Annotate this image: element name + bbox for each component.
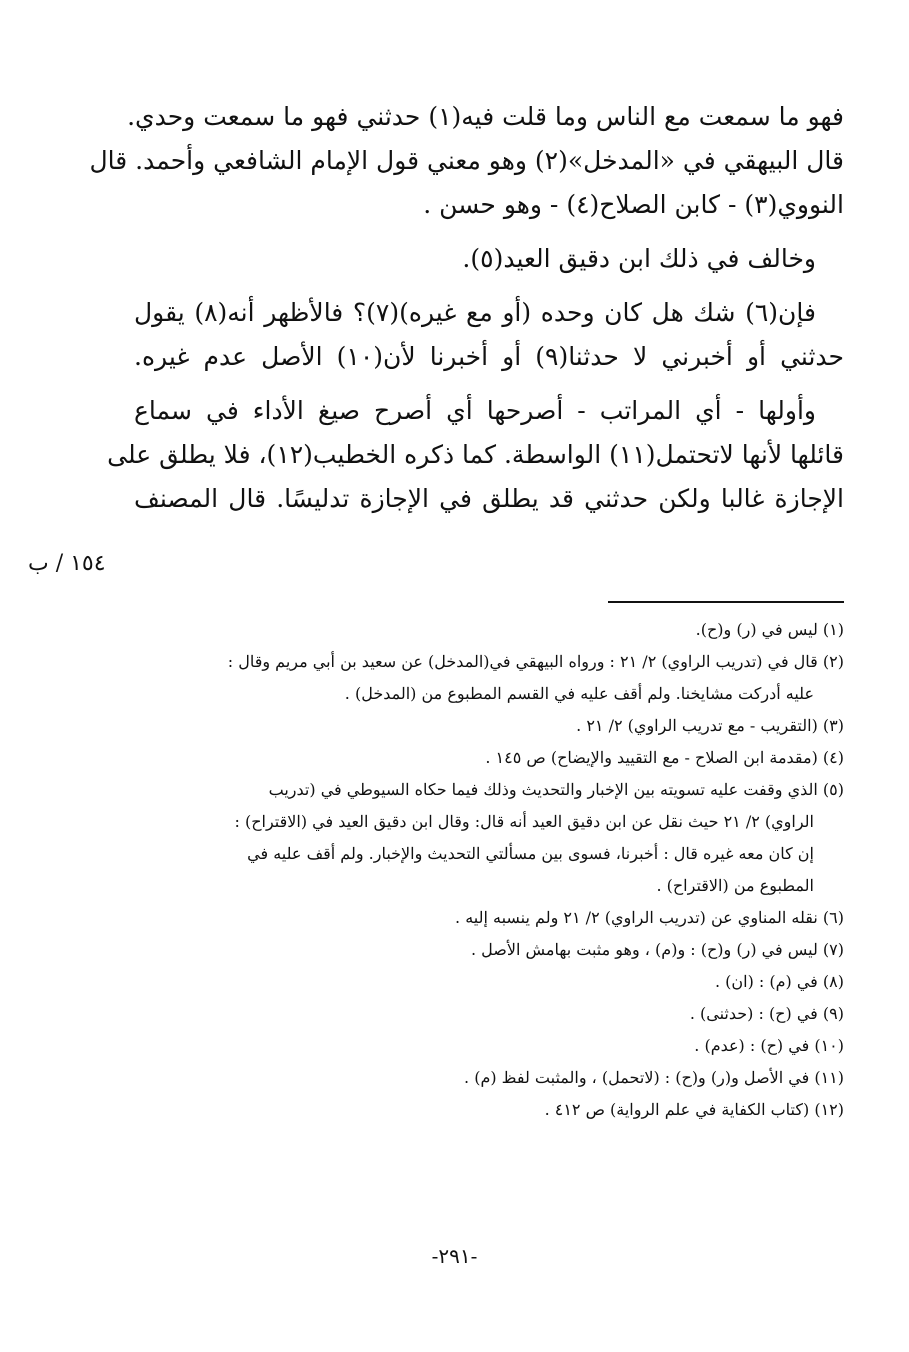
footnote: (٤) (مقدمة ابن الصلاح - مع التقييد والإيضاح) ص ١٤٥ . <box>485 748 844 767</box>
footnote: (٣) (التقريب - مع تدريب الراوي) ٢/ ٢١ . <box>576 716 844 735</box>
footnote: (١٢) (كتاب الكفاية في علم الرواية) ص ٤١٢ . <box>544 1100 844 1119</box>
footnote: (٧) ليس في (ر) و(ح) : و(م) ، وهو مثبت بهامش الأصل . <box>470 940 844 959</box>
footnote: (٢) قال في (تدريب الراوي) ٢/ ٢١ : ورواه البيهقي في(المدخل) عن سعيد بن أبي مريم وقال : <box>227 652 844 671</box>
text-line: قائلها لأنها لاتحتمل(١١) الواسطة. كما ذكره الخطيب(١٢)، فلا يطلق على <box>107 440 844 469</box>
main-text <box>89 95 844 531</box>
footnote: (١٠) في (ح) : (عدم) . <box>694 1036 844 1055</box>
text-line: الإجازة غالبا ولكن حدثني قد يطلق في الإجازة تدليسًا. قال المصنف <box>134 484 844 513</box>
footnote-continuation: المطبوع من (الاقتراح) . <box>656 876 814 895</box>
text-line: قال البيهقي في «المدخل»(٢) وهو معني قول الإمام الشافعي وأحمد. قال <box>89 146 844 175</box>
footnote: (١) ليس في (ر) و(ح). <box>695 620 844 639</box>
footnote: (٦) نقله المناوي عن (تدريب الراوي) ٢/ ٢١ ولم ينسبه إليه . <box>455 908 844 927</box>
paragraph-3 <box>134 291 844 379</box>
folio-margin-note: ١٥٤ / ب <box>28 551 106 576</box>
text-line: فهو ما سمعت مع الناس وما قلت فيه(١) حدثني فهو ما سمعت وحدي. <box>127 102 844 131</box>
text-line: وخالف في ذلك ابن دقيق العيد(٥). <box>462 244 816 273</box>
footnote: (٩) في (ح) : (حدثنى) . <box>689 1004 844 1023</box>
text-line: فإن(٦) شك هل كان وحده (أو مع غيره)(٧)؟ فالأظهر أنه(٨) يقول <box>134 298 816 327</box>
paragraph-1 <box>89 95 844 227</box>
text-line: النووي(٣) - كابن الصلاح(٤) - وهو حسن . <box>423 190 844 219</box>
text-line: حدثني أو أخبرني لا حدثنا(٩) أو أخبرنا لأن(١٠) الأصل عدم غيره. <box>134 342 844 371</box>
paragraph-4 <box>107 389 844 521</box>
footnote-continuation: عليه أدركت مشايخنا. ولم أقف عليه في القسم المطبوع من (المدخل) . <box>344 684 814 703</box>
paragraph-2 <box>134 237 844 281</box>
footnote: (٨) في (م) : (ان) . <box>714 972 844 991</box>
footnote-separator <box>608 601 844 603</box>
footnote: (١١) في الأصل و(ر) و(ح) : (لاتحمل) ، والمثبت لفظ (م) . <box>464 1068 844 1087</box>
text-line: وأولها - أي المراتب - أصرحها أي أصرح صيغ الأداء في سماع <box>134 396 816 425</box>
footnotes <box>132 614 844 1126</box>
page-number: -٢٩١- <box>431 1244 478 1268</box>
footnote: (٥) الذي وقفت عليه تسويته بين الإخبار والتحديث وذلك فيما حكاه السيوطي في (تدريب <box>268 780 844 799</box>
footnote-continuation: الراوي) ٢/ ٢١ حيث نقل عن ابن دقيق العيد أنه قال: وقال ابن دقيق العيد في (الاقتراح) : <box>234 812 814 831</box>
footnote-continuation: إن كان معه غيره قال : أخبرنا، فسوى بين مسألتي التحديث والإخبار. ولم أقف عليه في <box>247 844 814 863</box>
